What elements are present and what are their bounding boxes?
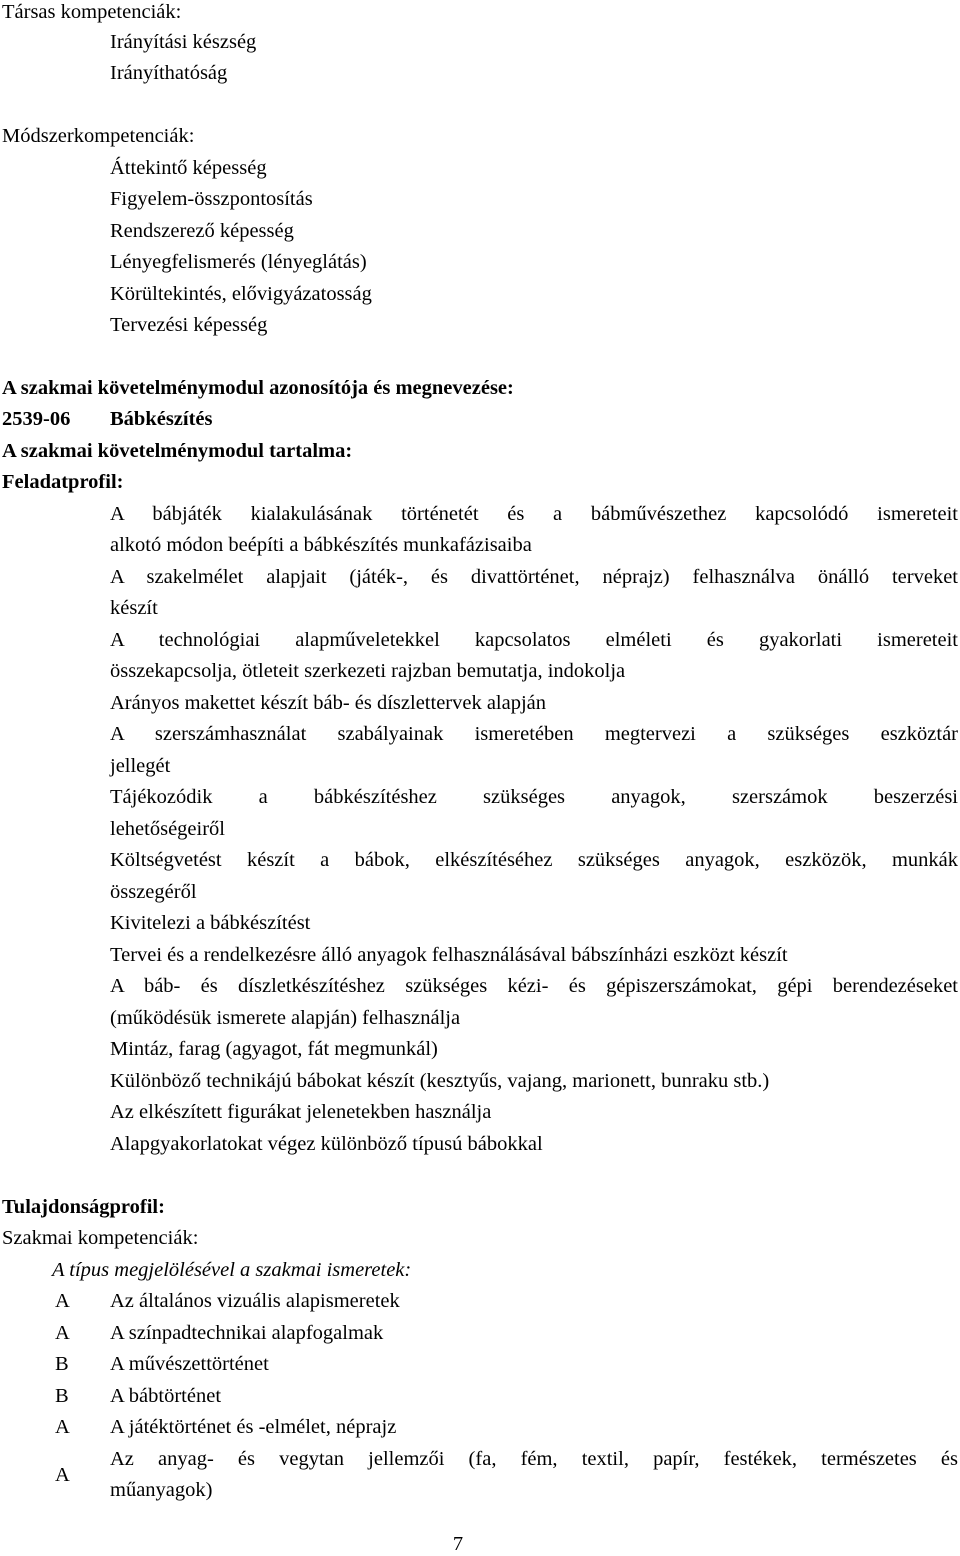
knowledge-type: A bbox=[55, 1464, 70, 1486]
modszer-item: Áttekintő képesség bbox=[110, 157, 267, 179]
knowledge-type: A bbox=[55, 1416, 70, 1438]
szakmai-kompetenciak-heading: Szakmai kompetenciák: bbox=[2, 1227, 199, 1249]
modul-code: 2539-06 bbox=[2, 408, 71, 430]
task-line: A technológiai alapműveletekkel kapcsolatos elméleti és gyakorlati ismereteit bbox=[110, 629, 958, 651]
knowledge-item: A bábtörténet bbox=[110, 1385, 222, 1407]
feladatprofil-heading: Feladatprofil: bbox=[2, 471, 124, 493]
task-line: Az elkészített figurákat jelenetekben használja bbox=[110, 1101, 492, 1123]
modszer-item: Figyelem-összpontosítás bbox=[110, 188, 313, 210]
task-line: Arányos makettet készít báb- és díszlettervek alapján bbox=[110, 692, 547, 714]
knowledge-item: A színpadtechnikai alapfogalmak bbox=[110, 1322, 384, 1344]
modul-name: Bábkészítés bbox=[110, 408, 213, 430]
task-line: Tervei és a rendelkezésre álló anyagok felhasználásával bábszínházi eszközt készít bbox=[110, 944, 788, 966]
tulajdonsag-heading: Tulajdonságprofil: bbox=[2, 1196, 165, 1218]
tarsas-item: Irányítási készség bbox=[110, 31, 257, 53]
knowledge-item: A művészettörténet bbox=[110, 1353, 269, 1375]
type-heading: A típus megjelölésével a szakmai ismeretek: bbox=[52, 1259, 412, 1281]
modul-id-heading: A szakmai követelménymodul azonosítója és megnevezése: bbox=[2, 377, 514, 399]
task-line: jellegét bbox=[110, 755, 171, 777]
knowledge-item: Az anyag- és vegytan jellemzői (fa, fém, textil, papír, festékek, természetes és bbox=[110, 1448, 958, 1470]
task-line: alkotó módon beépíti a bábkészítés munkafázisaiba bbox=[110, 534, 532, 556]
knowledge-type: A bbox=[55, 1290, 70, 1312]
knowledge-item-continued: műanyagok) bbox=[110, 1479, 213, 1501]
knowledge-type: A bbox=[55, 1322, 70, 1344]
modszer-item: Rendszerező képesség bbox=[110, 220, 294, 242]
task-line: A báb- és díszletkészítéshez szükséges kézi- és gépiszerszámokat, gépi berendezéseket bbox=[110, 975, 958, 997]
task-line: Tájékozódik a bábkészítéshez szükséges anyagok, szerszámok beszerzési bbox=[110, 786, 958, 808]
task-line: lehetőségeiről bbox=[110, 818, 225, 840]
task-line: (működésük ismerete alapján) felhasználja bbox=[110, 1007, 461, 1029]
knowledge-item: Az általános vizuális alapismeretek bbox=[110, 1290, 400, 1312]
task-line: A bábjáték kialakulásának történetét és a bábművészethez kapcsolódó ismereteit bbox=[110, 503, 958, 525]
task-line: összegéről bbox=[110, 881, 197, 903]
modszer-item: Tervezési képesség bbox=[110, 314, 268, 336]
task-line: összekapcsolja, ötleteit szerkezeti rajzban bemutatja, indokolja bbox=[110, 660, 626, 682]
knowledge-type: B bbox=[55, 1353, 69, 1375]
task-line: Különböző technikájú bábokat készít (kesztyűs, vajang, marionett, bunraku stb.) bbox=[110, 1070, 770, 1092]
task-line: A szerszámhasználat szabályainak ismeretében megtervezi a szükséges eszköztár bbox=[110, 723, 958, 745]
task-line: Kivitelezi a bábkészítést bbox=[110, 912, 311, 934]
modszer-item: Körültekintés, elővigyázatosság bbox=[110, 283, 372, 305]
modszer-item: Lényegfelismerés (lényeglátás) bbox=[110, 251, 367, 273]
task-line: A szakelmélet alapjait (játék-, és divattörténet, néprajz) felhasználva önálló terveket bbox=[110, 566, 958, 588]
task-line: Mintáz, farag (agyagot, fát megmunkál) bbox=[110, 1038, 438, 1060]
task-line: készít bbox=[110, 597, 158, 619]
task-line: Költségvetést készít a bábok, elkészítéséhez szükséges anyagok, eszközök, munkák bbox=[110, 849, 958, 871]
knowledge-type: B bbox=[55, 1385, 69, 1407]
modszer-heading: Módszerkompetenciák: bbox=[2, 125, 195, 147]
modul-content-heading: A szakmai követelménymodul tartalma: bbox=[2, 440, 353, 462]
task-line: Alapgyakorlatokat végez különböző típusú bábokkal bbox=[110, 1133, 543, 1155]
tarsas-item: Irányíthatóság bbox=[110, 62, 228, 84]
tarsas-heading: Társas kompetenciák: bbox=[2, 1, 182, 23]
page-number: 7 bbox=[452, 1533, 464, 1555]
knowledge-item: A játéktörténet és -elmélet, néprajz bbox=[110, 1416, 397, 1438]
